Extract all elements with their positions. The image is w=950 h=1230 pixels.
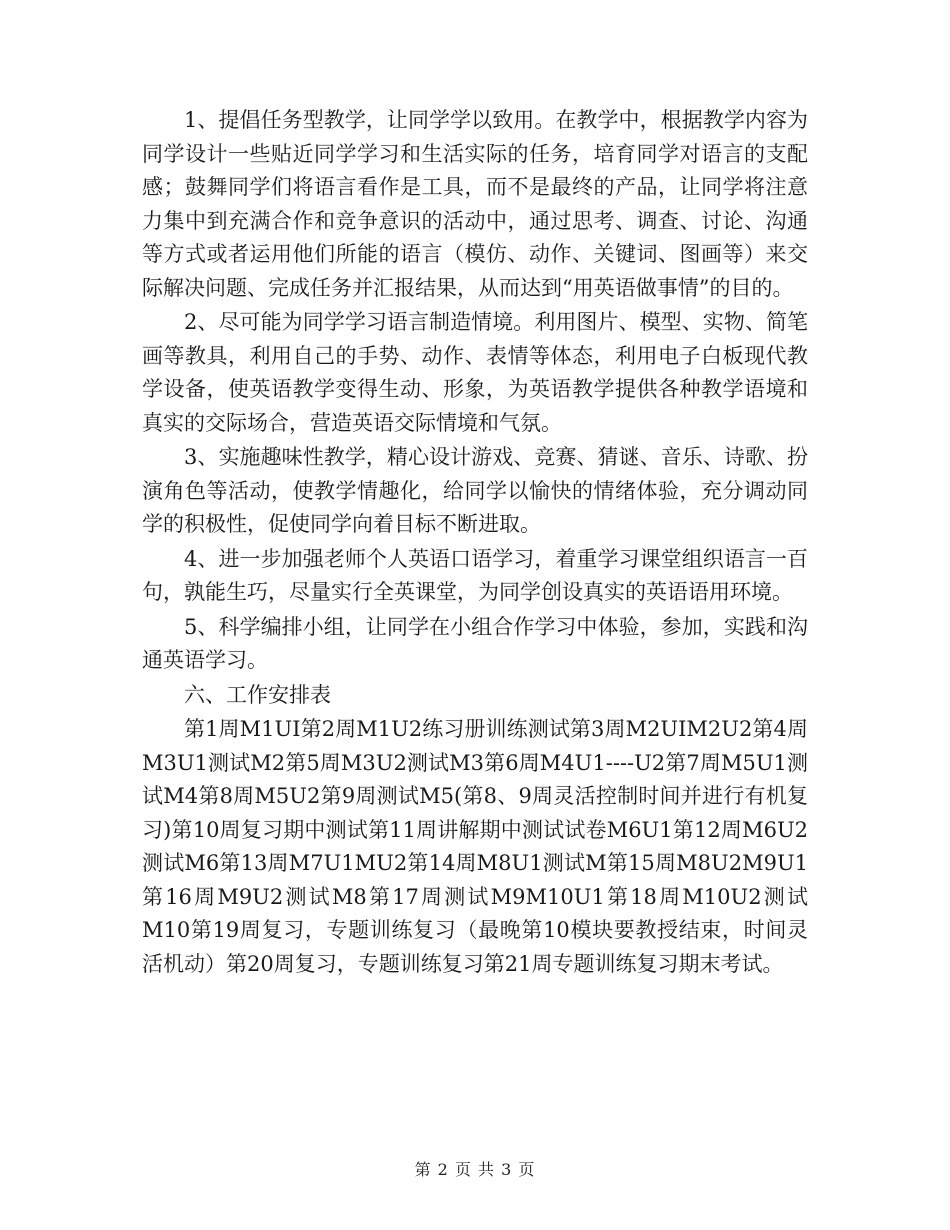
paragraph-language-situations: 2、尽可能为同学学习语言制造情境。利用图片、模型、实物、简笔画等教具，利用自己的手势、动作、表情等体态，利用电子白板现代教学设备，使英语教学变得生动、形象，为英语教学提供各种教学语境和真实的交际场合，营造英语交际情境和气氛。 — [142, 310, 808, 435]
paragraph-weekly-schedule: 第1周M1UI第2周M1U2练习册训练测试第3周M2UIM2U2第4周M3U1测试M2第5周M3U2测试M3第6周M4U1----U2第7周M5U1测试M4第8周M5U2第9周测试M5(第8、9周灵活控制时间并进行有机复习)第10周复习期中测试第11周讲解期中测试试卷M6U1第12周M6U2测试M6第13周M7U1MU2第14周M8U1测试M第15周M8U2M9U1第16周M9U2测试M8第17周测试M9M10U1第18周M10U2测试M10第19周复习，专题训练复习（最晚第10模块要教授结束，时间灵活机动）第20周复习，专题训练复习第21周专题训练复习期末考试。 — [142, 717, 808, 976]
paragraph-interest-teaching: 3、实施趣味性教学，精心设计游戏、竞赛、猜谜、音乐、诗歌、扮演角色等活动，使教学情趣化，给同学以愉快的情绪体验，充分调动同学的积极性，促使同学向着目标不断进取。 — [142, 445, 808, 536]
section-heading-work-schedule: 六、工作安排表 — [184, 682, 331, 707]
page-number-footer: 第 2 页 共 3 页 — [414, 1160, 536, 1179]
paragraph-task-based-teaching: 1、提倡任务型教学，让同学学以致用。在教学中，根据教学内容为同学设计一些贴近同学学习和生活实际的任务，培育同学对语言的支配感；鼓舞同学们将语言看作是工具，而不是最终的产品，让同学将注意力集中到充满合作和竞争意识的活动中，通过思考、调查、讨论、沟通等方式或者运用他们所能的语言（模仿、动作、关键词、图画等）来交际解决问题、完成任务并汇报结果，从而达到“用英语做事情”的目的。 — [142, 108, 808, 300]
paragraph-oral-english: 4、进一步加强老师个人英语口语学习，着重学习课堂组织语言一百句，孰能生巧，尽量实行全英课堂，为同学创设真实的英语语用环境。 — [142, 546, 808, 604]
document-body — [142, 104, 808, 982]
paragraph-group-learning: 5、科学编排小组，让同学在小组合作学习中体验，参加，实践和沟通英语学习。 — [142, 614, 808, 672]
